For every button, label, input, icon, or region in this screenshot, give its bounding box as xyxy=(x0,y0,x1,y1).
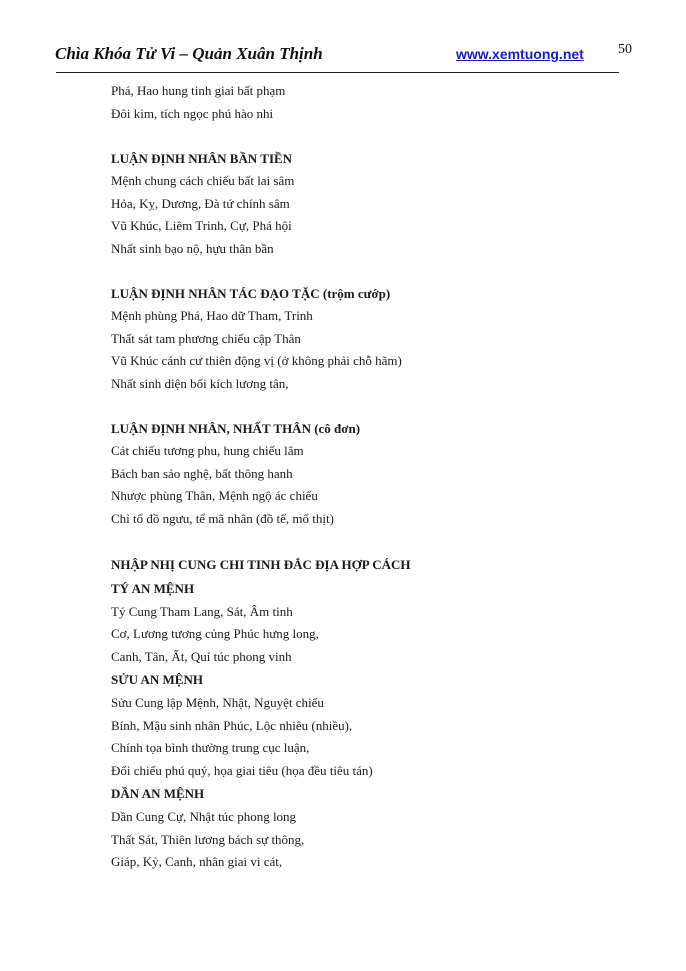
text-line: Sửu Cung lập Mệnh, Nhật, Nguyệt chiếu xyxy=(111,695,324,710)
text-line: Cơ, Lương tương củng Phúc hưng long, xyxy=(111,626,319,641)
paragraph-gap xyxy=(111,260,631,283)
text-line: Cát chiếu tương phu, hung chiếu lâm xyxy=(111,443,304,458)
text-line: Phá, Hao hung tinh giai bất phạm xyxy=(111,83,286,98)
paragraph-gap xyxy=(111,395,631,418)
text-line: Canh, Tân, Ất, Quí túc phong vinh xyxy=(111,648,292,664)
text-line: Giáp, Kỷ, Canh, nhân giai vi cát, xyxy=(111,854,283,869)
text-line: Bính, Mậu sinh nhân Phúc, Lộc nhiêu (nhiều), xyxy=(111,717,353,733)
header-divider xyxy=(56,72,619,73)
paragraph-gap xyxy=(111,530,631,553)
section-heading: LUẬN ĐỊNH NHÂN TÁC ĐẠO TẶC (trộm cướp) xyxy=(111,285,391,301)
text-line: Mệnh chung cách chiếu bất lai sâm xyxy=(111,173,295,188)
text-line: Hỏa, Kỵ, Dương, Đà tứ chính sâm xyxy=(111,195,290,211)
section-heading: LUẬN ĐỊNH NHÂN, NHẤT THÂN (cô đơn) xyxy=(111,420,361,436)
page-header xyxy=(55,40,635,70)
text-line: Nhất sinh bạo nộ, hựu thân bần xyxy=(111,240,274,256)
page-number: 50 xyxy=(618,42,632,57)
text-line: Vũ Khúc, Liêm Trinh, Cự, Phá hội xyxy=(111,218,292,233)
text-line: Mệnh phùng Phá, Hao dữ Tham, Trinh xyxy=(111,308,313,323)
text-line: Tý Cung Tham Lang, Sát, Âm tinh xyxy=(111,603,293,619)
section-heading: SỬU AN MỆNH xyxy=(111,672,203,687)
text-line: Đối chiếu phú quý, họa giai tiêu (họa đều tiêu tán) xyxy=(111,762,373,778)
text-line: Chính tọa bình thường trung cục luận, xyxy=(111,740,310,755)
text-line: Nhược phùng Thân, Mệnh ngộ ác chiếu xyxy=(111,488,318,503)
section-heading: DẦN AN MỆNH xyxy=(111,786,205,801)
text-line: Vũ Khúc cánh cư thiên động vị (ở không phải chỗ hãm) xyxy=(111,353,402,368)
text-line: Thất Sát, Thiên lương bách sự thông, xyxy=(111,831,305,847)
text-line: Đôi kim, tích ngọc phú hào nhi xyxy=(111,105,274,121)
section-heading: LUẬN ĐỊNH NHÂN BẦN TIỀN xyxy=(111,150,293,166)
website-link[interactable]: www.xemtuong.net xyxy=(456,46,584,62)
section-heading: NHẬP NHỊ CUNG CHI TINH ĐẮC ĐỊA HỢP CÁCH xyxy=(111,556,411,572)
section-heading: TÝ AN MỆNH xyxy=(111,580,195,596)
text-line: Dần Cung Cự, Nhật túc phong long xyxy=(111,809,297,824)
text-line: Bách ban sảo nghệ, bất thông hanh xyxy=(111,465,293,481)
text-line: Chỉ tổ đồ ngưu, tể mã nhân (đồ tể, mổ thịt) xyxy=(111,510,334,526)
paragraph-gap xyxy=(111,125,631,148)
text-line: Thất sát tam phương chiếu cập Thân xyxy=(111,330,301,346)
book-title: Chìa Khóa Tử Vi – Quản Xuân Thịnh xyxy=(55,44,323,63)
text-line: Nhất sinh diện bối kích lương tân, xyxy=(111,375,289,391)
document-body xyxy=(111,80,631,874)
